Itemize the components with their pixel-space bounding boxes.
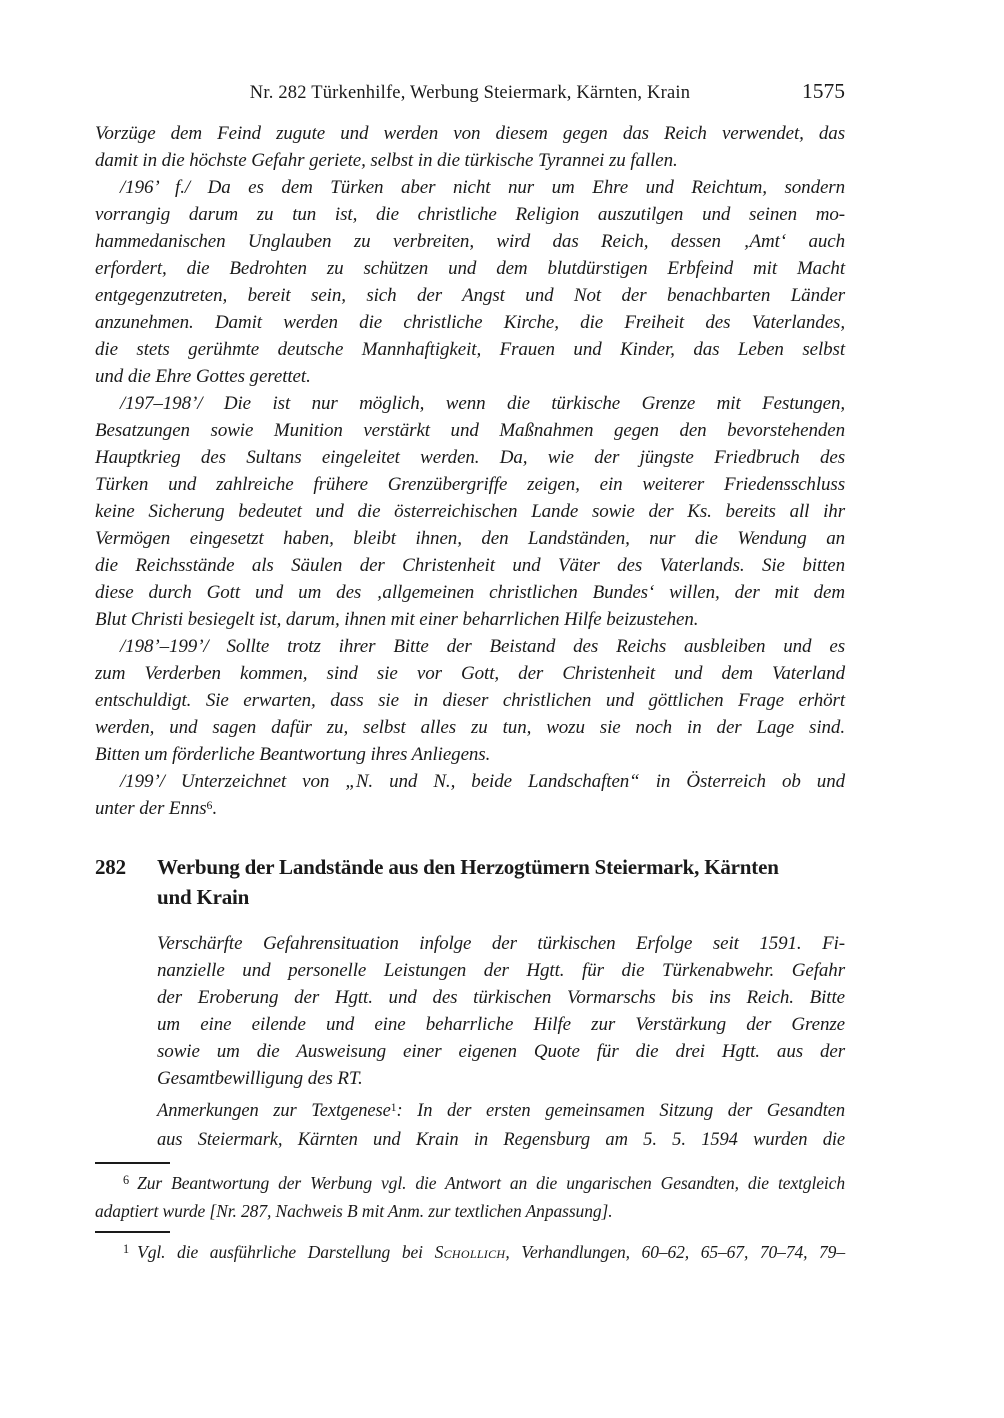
text-line: erfordert, die Bedrohten zu schützen und dem blutdürstigen Erbfeind mit Macht: [95, 258, 845, 279]
footnote-separator-rule: [95, 1162, 170, 1164]
text-segment: .: [212, 798, 218, 819]
footnote: [95, 1170, 845, 1224]
text-line: /196’ f./ Da es dem Türken aber nicht nur um Ehre und Reichtum, sondern: [120, 177, 845, 198]
text-line: werden, und sagen dafür zu, selbst alles zu tun, wozu sie noch in der Lage sind.: [95, 717, 845, 738]
footnote-line: adaptiert wurde [Nr. 287, Nachweis B mit Anm. zur textlichen Anpassung].: [95, 1201, 613, 1221]
footnote: [95, 1239, 845, 1267]
paragraph: [95, 390, 845, 633]
text-line: diese durch Gott und um des ‚allgemeinen christlichen Bundes‘ willen, der mit dem: [95, 582, 845, 603]
footnote-marker: 1: [123, 1242, 130, 1257]
text-line: /199’/ Unterzeichnet von „N. und N., beide Landschaften“ in Österreich ob und: [120, 771, 845, 792]
page-number: 1575: [802, 79, 845, 103]
annotations-block: [157, 1098, 845, 1154]
text-line: Vermögen eingesetzt haben, bleibt ihnen, den Landständen, nur die Wendung an: [95, 528, 845, 549]
text-line: Besatzungen sowie Munition verstärkt und Maßnahmen gegen den bevorstehenden: [95, 420, 845, 441]
footnote-text: Vgl. die ausführliche Darstellung bei: [137, 1242, 435, 1262]
text-segment: unter der Enns: [95, 798, 207, 819]
footnote-text: , Verhandlungen, 60–62, 65–67, 70–74, 79–: [505, 1242, 845, 1262]
text-line: Bitten um förderliche Beantwortung ihres Anliegens.: [95, 744, 491, 765]
paragraph: [95, 174, 845, 390]
main-transcription: [95, 120, 845, 824]
text-line: entgegenzutreten, bereit sein, sich der Angst und Not der benachbarten Länder: [95, 285, 845, 306]
text-line: nanzielle und personelle Leistungen der Hgtt. für die Türkenabwehr. Gefahr: [157, 960, 845, 981]
text-line: Vorzüge dem Feind zugute und werden von diesem gegen das Reich verwendet, das: [95, 123, 845, 144]
author-name-smallcaps: Schollich: [434, 1242, 506, 1262]
text-line: aus Steiermark, Kärnten und Krain in Regensburg am 5. 5. 1594 wurden die: [157, 1130, 845, 1150]
text-line: um eine eilende und eine beharrliche Hilfe zur Verstärkung der Grenze: [157, 1014, 845, 1035]
text-line: Hauptkrieg des Sultans eingeleitet werden. Da, wie der jüngste Friedbruch des: [95, 447, 845, 468]
text-segment: : In der ersten gemeinsamen Sitzung der Gesandten: [396, 1101, 846, 1121]
footnote-reference: 1: [390, 1101, 397, 1114]
text-line: /198’–199’/ Sollte trotz ihrer Bitte der Beistand des Reichs ausbleiben und es: [120, 636, 845, 657]
footnote-separator-rule: [95, 1231, 170, 1233]
title-line: Werbung der Landstände aus den Herzogtümern Steiermark, Kärnten: [157, 855, 779, 879]
text-line: zum Verderben kommen, sind sie vor Gott, der Christenheit und dem Vaterland: [95, 663, 845, 684]
text-line: und die Ehre Gottes gerettet.: [95, 366, 311, 387]
text-line: Verschärfte Gefahrensituation infolge der türkischen Erfolge seit 1591. Fi-: [157, 933, 845, 954]
paragraph: [95, 120, 845, 174]
footnote-text: Zur Beantwortung der Werbung vgl. die Antwort an die ungarischen Gesandten, die textgleich: [137, 1173, 845, 1193]
text-line: [95, 795, 845, 824]
text-line: die Reichsstände als Säulen der Christenheit und Väter des Vaterlands. Sie bitten: [95, 555, 845, 576]
text-line: [157, 1098, 845, 1127]
running-title: Nr. 282 Türkenhilfe, Werbung Steiermark, Kärnten, Krain: [249, 83, 691, 103]
document-title: [157, 852, 845, 912]
footnote-reference: 6: [206, 798, 213, 812]
page-header: [95, 79, 845, 104]
paragraph: [95, 768, 845, 824]
document-heading: [95, 852, 845, 912]
text-line: die stets gerühmte deutsche Mannhaftigkeit, Frauen und Kinder, das Leben selbst: [95, 339, 845, 360]
text-line: keine Sicherung bedeutet und die österreichischen Lande sowie der Ks. bereits all ihr: [95, 501, 845, 522]
text-block: [95, 0, 845, 1267]
text-segment: Anmerkungen zur Textgenese: [157, 1101, 391, 1121]
title-line: und Krain: [157, 885, 250, 909]
text-line: vorrangig darum zu tun ist, die christliche Religion auszutilgen und seinen mo-: [95, 204, 845, 225]
footnote-line: [95, 1239, 845, 1267]
text-line: entschuldigt. Sie erwarten, dass sie in dieser christlichen und göttlichen Frage erhört: [95, 690, 845, 711]
paragraph: [95, 633, 845, 768]
text-line: der Eroberung der Hgtt. und des türkischen Vormarschs bis ins Reich. Bitte: [157, 987, 845, 1008]
text-line: Türken und zahlreiche frühere Grenzübergriffe zeigen, ein weiterer Friedensschluss: [95, 474, 845, 495]
text-line: /197–198’/ Die ist nur möglich, wenn die türkische Grenze mit Festungen,: [120, 393, 845, 414]
footnote-line: [95, 1170, 845, 1198]
text-line: hammedanischen Unglauben zu verbreiten, wird das Reich, dessen ‚Amt‘ auch: [95, 231, 845, 252]
footnote-marker: 6: [123, 1173, 130, 1188]
summary-block: [157, 930, 845, 1092]
text-line: anzunehmen. Damit werden die christliche Kirche, die Freiheit des Vaterlandes,: [95, 312, 845, 333]
document-number: 282: [95, 855, 126, 879]
text-line: Gesamtbewilligung des RT.: [157, 1068, 363, 1089]
text-line: sowie um die Ausweisung einer eigenen Quote für die drei Hgtt. aus der: [157, 1041, 845, 1062]
text-line: Blut Christi besiegelt ist, darum, ihnen mit einer beharrlichen Hilfe beizustehen.: [95, 609, 699, 630]
text-line: damit in die höchste Gefahr geriete, selbst in die türkische Tyrannei zu fallen.: [95, 150, 678, 171]
